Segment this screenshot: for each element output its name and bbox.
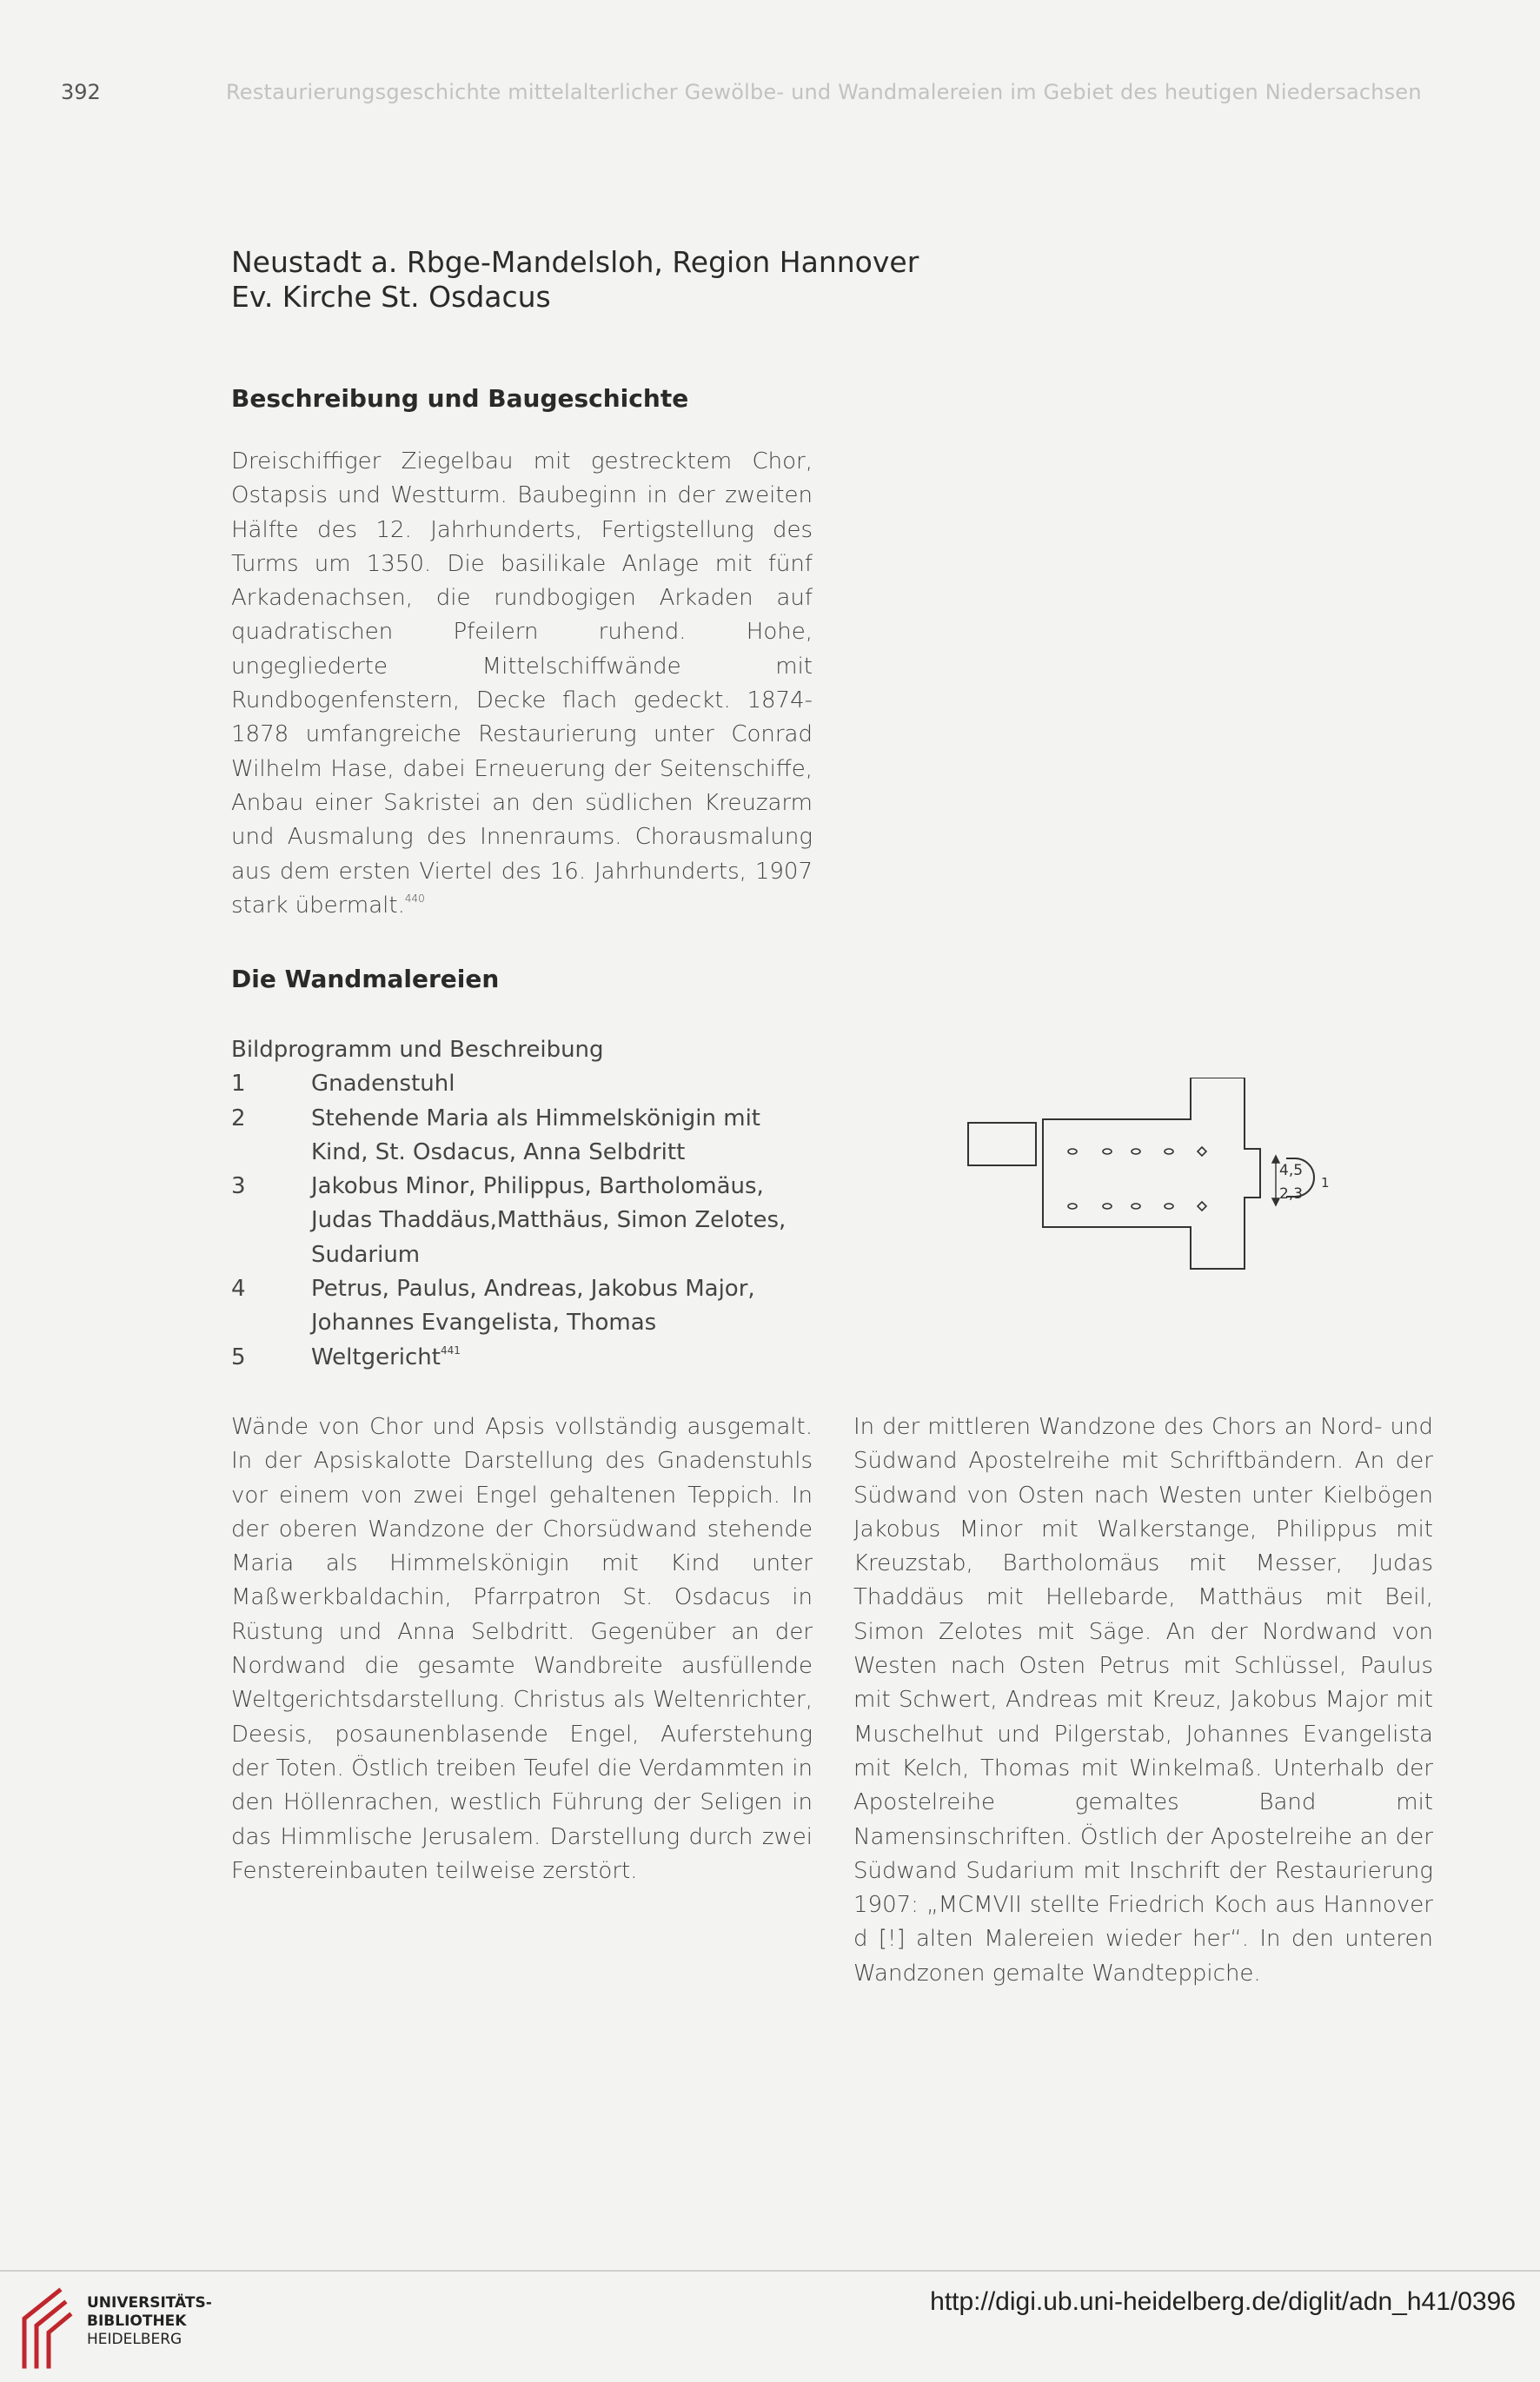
list-item-text: Stehende Maria als Himmelskönigin mit Kind, St. Osdacus, Anna Selbdritt xyxy=(311,1105,761,1165)
title-line-1: Neustadt a. Rbge-Mandelsloh, Region Hannover xyxy=(231,245,919,279)
west-tower-outline xyxy=(968,1123,1036,1165)
pillar-marker xyxy=(1198,1202,1206,1211)
footer-divider xyxy=(0,2270,1540,2272)
logo-line-1: UNIVERSITÄTS- xyxy=(87,2294,212,2312)
list-item-number: 1 xyxy=(231,1071,246,1098)
list-item-text: Jakobus Minor, Philippus, Bartholomäus, Judas Thaddäus,Matthäus, Simon Zelotes, Sudarium xyxy=(311,1173,787,1268)
body-left-paragraph: Wände von Chor und Apsis vollständig ausgemalt. In der Apsiskalotte Darstellung des Gnadenstuhls vor einem von zwei Engel gehaltenen Teppich. In der oberen Wandzone der Chorsüdwand stehende Maria als Himmelskönigin mit Kind unter Maßwerkbaldachin, Pfarrpatron St. Osdacus in Rüstung und Anna Selbdritt. Gegenüber an der Nordwand die gesamte Wandbreite ausfüllende Weltgerichtsdarstellung. Christus als Weltenrichter, Deesis, posaunenblasende Engel, Auferstehung der Toten. Östlich treiben Teufel die Verdammten in den Höllenrachen, westlich Führung der Seligen in das Himmlische Jerusalem. Darstellung durch zwei Fenstereinbauten teilweise zerstört. xyxy=(231,1414,813,1884)
plan-label-23: 2,3 xyxy=(1279,1185,1304,1203)
running-header xyxy=(61,80,1422,104)
library-logo-icon xyxy=(16,2284,76,2371)
pillar-marker xyxy=(1132,1149,1140,1154)
running-title: Restaurierungsgeschichte mittelalterlicher Gewölbe- und Wandmalereien im Gebiet des heutigen Niedersachsen xyxy=(226,80,1422,104)
page-title xyxy=(231,245,919,315)
arrow-head xyxy=(1272,1156,1279,1163)
nave-and-transept-outline xyxy=(1043,1078,1260,1269)
description-text: Dreischiffiger Ziegelbau mit gestrecktem Chor, Ostapsis und Westturm. Baubeginn in der zweiten Hälfte des 12. Jahrhunderts, Fertigstellung des Turms um 1350. Die basilikale Anlage mit fünf Arkadenachsen, die rundbogigen Arkaden auf quadratischen Pfeilern ruhend. Hohe, ungegliederte Mittelschiffwände mit Rundbogenfenstern, Decke flach gedeckt. 1874-1878 umfangreiche Restaurierung unter Conrad Wilhelm Hase, dabei Erneuerung der Seitenschiffe, Anbau einer Sakristei an den südlichen Kreuzarm und Ausmalung des Innenraums. Chorausmalung aus dem ersten Viertel des 16. Jahrhunderts, 1907 stark übermalt. xyxy=(231,448,813,919)
body-text-right-column xyxy=(853,1410,1433,1991)
list-item-number: 2 xyxy=(231,1105,246,1131)
library-logo-text xyxy=(87,2294,212,2349)
picture-program-list xyxy=(231,1033,822,1375)
list-item-text: Gnadenstuhl xyxy=(311,1071,455,1098)
source-url-link[interactable]: http://digi.ub.uni-heidelberg.de/diglit/adn_h41/0396 xyxy=(930,2287,1516,2316)
plan-label-45: 4,5 xyxy=(1279,1162,1304,1179)
description-paragraph xyxy=(231,445,813,923)
pillar-marker xyxy=(1068,1149,1077,1154)
pillar-marker xyxy=(1165,1149,1173,1154)
pillar-marker xyxy=(1132,1204,1140,1209)
list-item xyxy=(231,1341,822,1375)
list-item-text: Petrus, Paulus, Andreas, Jakobus Major, Johannes Evangelista, Thomas xyxy=(311,1276,755,1337)
list-item-number: 4 xyxy=(231,1276,246,1303)
list-item xyxy=(231,1102,822,1171)
footnote-ref-441: 441 xyxy=(440,1344,461,1357)
body-text-left-column xyxy=(231,1410,813,1888)
list-item xyxy=(231,1272,822,1341)
list-item xyxy=(231,1067,822,1101)
pillar-marker xyxy=(1198,1147,1206,1156)
pillar-marker xyxy=(1103,1149,1112,1154)
pillar-marker xyxy=(1103,1204,1112,1209)
body-right-paragraph: In der mittleren Wandzone des Chors an Nord- und Südwand Apostelreihe mit Schriftbändern. An der Südwand von Osten nach Westen unter Kielbögen Jakobus Minor mit Walkerstange, Philippus mit Kreuzstab, Bartholomäus mit Messer, Judas Thaddäus mit Hellebarde, Matthäus mit Beil, Simon Zelotes mit Säge. An der Nordwand von Westen nach Osten Petrus mit Schlüssel, Paulus mit Schwert, Andreas mit Kreuz, Jakobus Major mit Muschelhut und Pilgerstab, Johannes Evangelista mit Kelch, Thomas mit Winkelmaß. Unterhalb der Apostelreihe gemaltes Band mit Namensinschriften. Östlich der Apostelreihe an der Südwand Sudarium mit Inschrift der Restaurierung 1907: „MCMVII stellte Friedrich Koch aus Hannover d [!] alten Malereien wieder her“. In den unteren Wandzonen gemalte Wandteppiche. xyxy=(853,1414,1433,1987)
list-heading: Bildprogramm und Beschreibung xyxy=(231,1037,604,1063)
logo-line-2: BIBLIOTHEK xyxy=(87,2312,187,2330)
section-heading-description: Beschreibung und Baugeschichte xyxy=(231,384,689,413)
pillar-marker xyxy=(1068,1204,1077,1209)
plan-label-1: 1 xyxy=(1321,1175,1330,1191)
footnote-ref-440: 440 xyxy=(404,892,425,905)
logo-line-3: HEIDELBERG xyxy=(87,2331,183,2348)
list-item-text xyxy=(311,1341,822,1375)
list-item-number: 3 xyxy=(231,1173,246,1200)
page-number: 392 xyxy=(61,80,101,104)
list-item-5-text: Weltgericht xyxy=(311,1344,441,1370)
church-floor-plan xyxy=(965,1078,1364,1286)
list-item xyxy=(231,1170,822,1272)
section-heading-wall-paintings: Die Wandmalereien xyxy=(231,965,500,993)
arrow-head xyxy=(1272,1198,1279,1205)
pillar-marker xyxy=(1165,1204,1173,1209)
title-line-2: Ev. Kirche St. Osdacus xyxy=(231,280,551,314)
list-item-number: 5 xyxy=(231,1344,246,1370)
